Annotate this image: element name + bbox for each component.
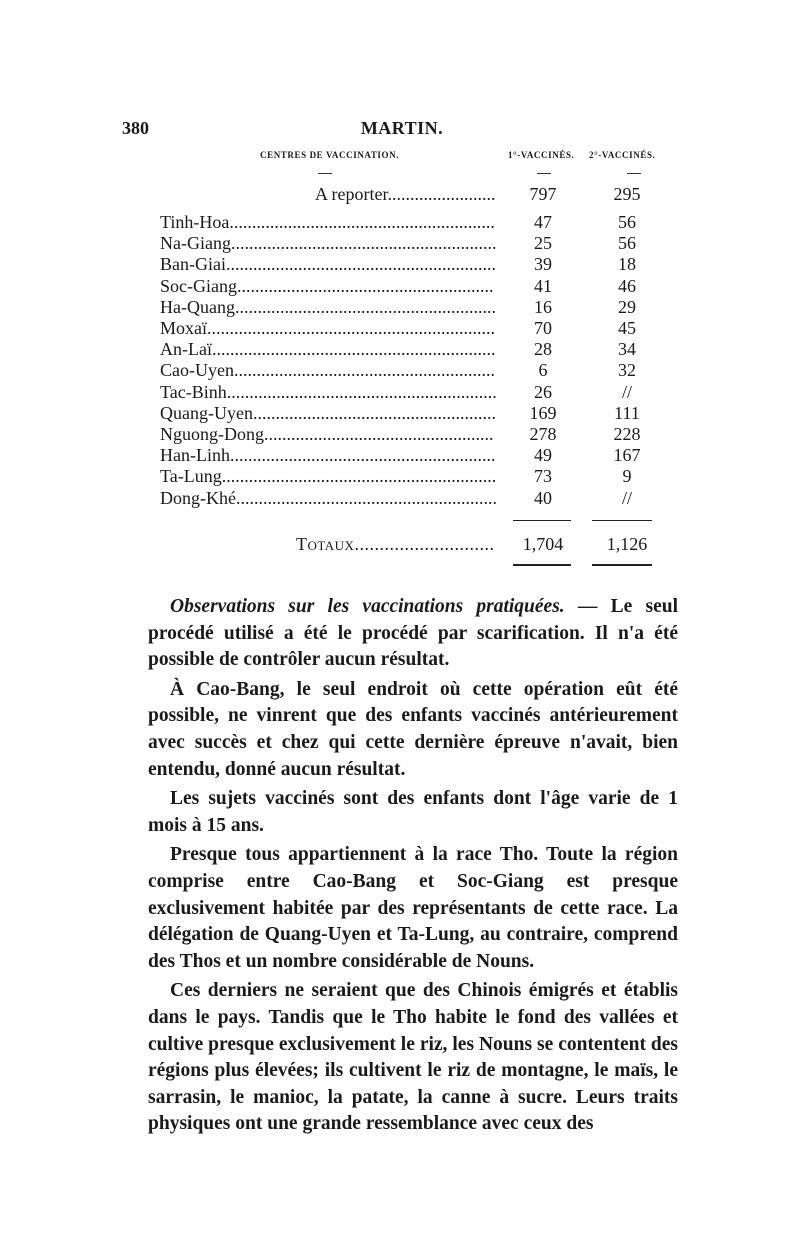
- running-title: MARTIN.: [360, 118, 444, 138]
- header-dash-first: [537, 173, 551, 174]
- first-vaccinated-value: 6: [538, 360, 548, 381]
- second-vaccinated-value: 9: [622, 466, 632, 487]
- paragraph-cao-bang: À Cao-Bang, le seul endroit où cette opération eût été possible, ne vinrent que des enfants vaccinés antérieurement avec succès et chez qui cette dernière épreuve n'avait, bien entendu, donné aucun résultat.: [148, 678, 678, 780]
- table-row: [122, 232, 682, 254]
- total-rule-first: [513, 564, 571, 566]
- paragraph-age: Les sujets vaccinés sont des enfants dont l'âge varie de 1 mois à 15 ans.: [148, 788, 678, 836]
- first-vaccinated-value: 40: [534, 487, 552, 508]
- centre-name: Nguong-Dong...................................................: [160, 424, 494, 444]
- column-header-centres: CENTRES DE VACCINATION.: [260, 150, 400, 160]
- first-vaccinated-value: 39: [534, 254, 552, 275]
- second-vaccinated-value: 56: [618, 212, 636, 232]
- carry-forward-row: [122, 183, 682, 205]
- paragraph-observations: [148, 594, 678, 674]
- total-rule-second: [592, 564, 652, 566]
- second-vaccinated-value: 228: [613, 424, 641, 444]
- centre-name: Tinh-Hoa...........................................................: [160, 212, 495, 232]
- first-vaccinated-value: 169: [529, 402, 557, 423]
- table-row: [122, 359, 682, 381]
- carry-first-value: 797: [529, 184, 557, 204]
- column-header-second-vaccinated: 2°-VACCINÉS.: [589, 150, 656, 160]
- first-vaccinated-value: 28: [534, 339, 552, 360]
- table-row: [122, 465, 682, 487]
- second-vaccinated-value: //: [621, 487, 632, 508]
- header-dash-second: [627, 173, 641, 174]
- table-row: [122, 275, 682, 297]
- table-column-headers: [122, 150, 682, 166]
- table-row: [122, 487, 682, 509]
- table-row: [122, 381, 682, 403]
- centre-name: Ha-Quang..........................................................: [160, 296, 496, 317]
- body-text: [148, 594, 678, 1138]
- table-row: [122, 402, 682, 424]
- second-vaccinated-value: 46: [618, 275, 636, 296]
- second-vaccinated-value: 32: [618, 360, 636, 381]
- paragraph-nouns: Ces derniers ne seraient que des Chinois émigrés et établis dans le pays. Tandis que le Tho habite le fond des vallées et cultive presque exclusivement le riz, les Nouns se contentent des régions plus élevées; ils cultivent le riz de montagne, le maïs, le sarrasin, le manioc, la patate, la canne à sucre. Leurs traits physiques ont une grande ressemblance avec ceux des: [148, 980, 678, 1135]
- sum-rule-second: [592, 520, 652, 521]
- first-vaccinated-value: 41: [534, 275, 552, 296]
- centre-name: Han-Linh...........................................................: [160, 445, 496, 466]
- paragraph-observations-text: — Le seul procédé utilisé a été le procédé par scarification. Il n'a été possible de contrôler aucun résultat.: [148, 596, 679, 671]
- centre-name: Dong-Khé..........................................................: [160, 487, 497, 508]
- carry-label: A reporter........................: [315, 184, 496, 204]
- section-heading: Observations sur les vaccinations pratiquées.: [170, 596, 565, 617]
- first-vaccinated-value: 25: [534, 233, 552, 254]
- centre-name: Na-Giang...........................................................: [160, 233, 497, 254]
- header-dash-centres: [318, 173, 332, 174]
- second-vaccinated-value: 34: [618, 339, 636, 360]
- carry-second-value: 295: [613, 184, 641, 204]
- table-row: [122, 253, 682, 275]
- centre-name: Cao-Uyen..........................................................: [160, 360, 495, 381]
- totals-second-value: 1,126: [606, 534, 648, 554]
- second-vaccinated-value: //: [621, 381, 632, 402]
- table-row: [122, 317, 682, 339]
- table-row: [122, 338, 682, 360]
- centre-name: Ban-Giai............................................................: [160, 254, 496, 275]
- first-vaccinated-value: 278: [529, 424, 557, 444]
- centre-name: Soc-Giang.........................................................: [160, 275, 494, 296]
- table-row: [122, 423, 682, 445]
- second-vaccinated-value: 45: [618, 318, 636, 338]
- table-row: [122, 296, 682, 318]
- table-row: [122, 211, 682, 233]
- totals-row: [122, 533, 682, 555]
- page-number: 380: [122, 118, 149, 138]
- centre-name: Tac-Binh............................................................: [160, 381, 497, 402]
- second-vaccinated-value: 29: [618, 296, 636, 317]
- first-vaccinated-value: 70: [534, 318, 552, 338]
- page-header: [122, 118, 682, 140]
- first-vaccinated-value: 16: [534, 296, 552, 317]
- second-vaccinated-value: 56: [618, 233, 636, 254]
- centre-name: Ta-Lung.............................................................: [160, 466, 497, 487]
- sum-rule-first: [513, 520, 571, 521]
- centre-name: Quang-Uyen......................................................: [160, 402, 496, 423]
- table-row: [122, 444, 682, 466]
- totals-first-value: 1,704: [522, 534, 564, 554]
- first-vaccinated-value: 26: [534, 381, 552, 402]
- first-vaccinated-value: 49: [534, 445, 552, 466]
- centre-name: An-Laï...............................................................: [160, 339, 496, 360]
- second-vaccinated-value: 18: [618, 254, 636, 275]
- second-vaccinated-value: 111: [614, 402, 640, 423]
- centre-name: Moxaï................................................................: [160, 318, 495, 338]
- first-vaccinated-value: 73: [534, 466, 552, 487]
- paragraph-race: Presque tous appartiennent à la race Tho. Toute la région comprise entre Cao-Bang et Soc-Giang est presque exclusivement habitée par des représentants de cette race. La délégation de Quang-Uyen et Ta-Lung, au contraire, comprend des Thos et un nombre considérable de Nouns.: [148, 844, 678, 972]
- column-header-first-vaccinated: 1°-VACCINÉS.: [508, 150, 575, 160]
- first-vaccinated-value: 47: [534, 212, 552, 232]
- second-vaccinated-value: 167: [613, 445, 641, 466]
- totals-label: Totaux............................: [296, 534, 495, 554]
